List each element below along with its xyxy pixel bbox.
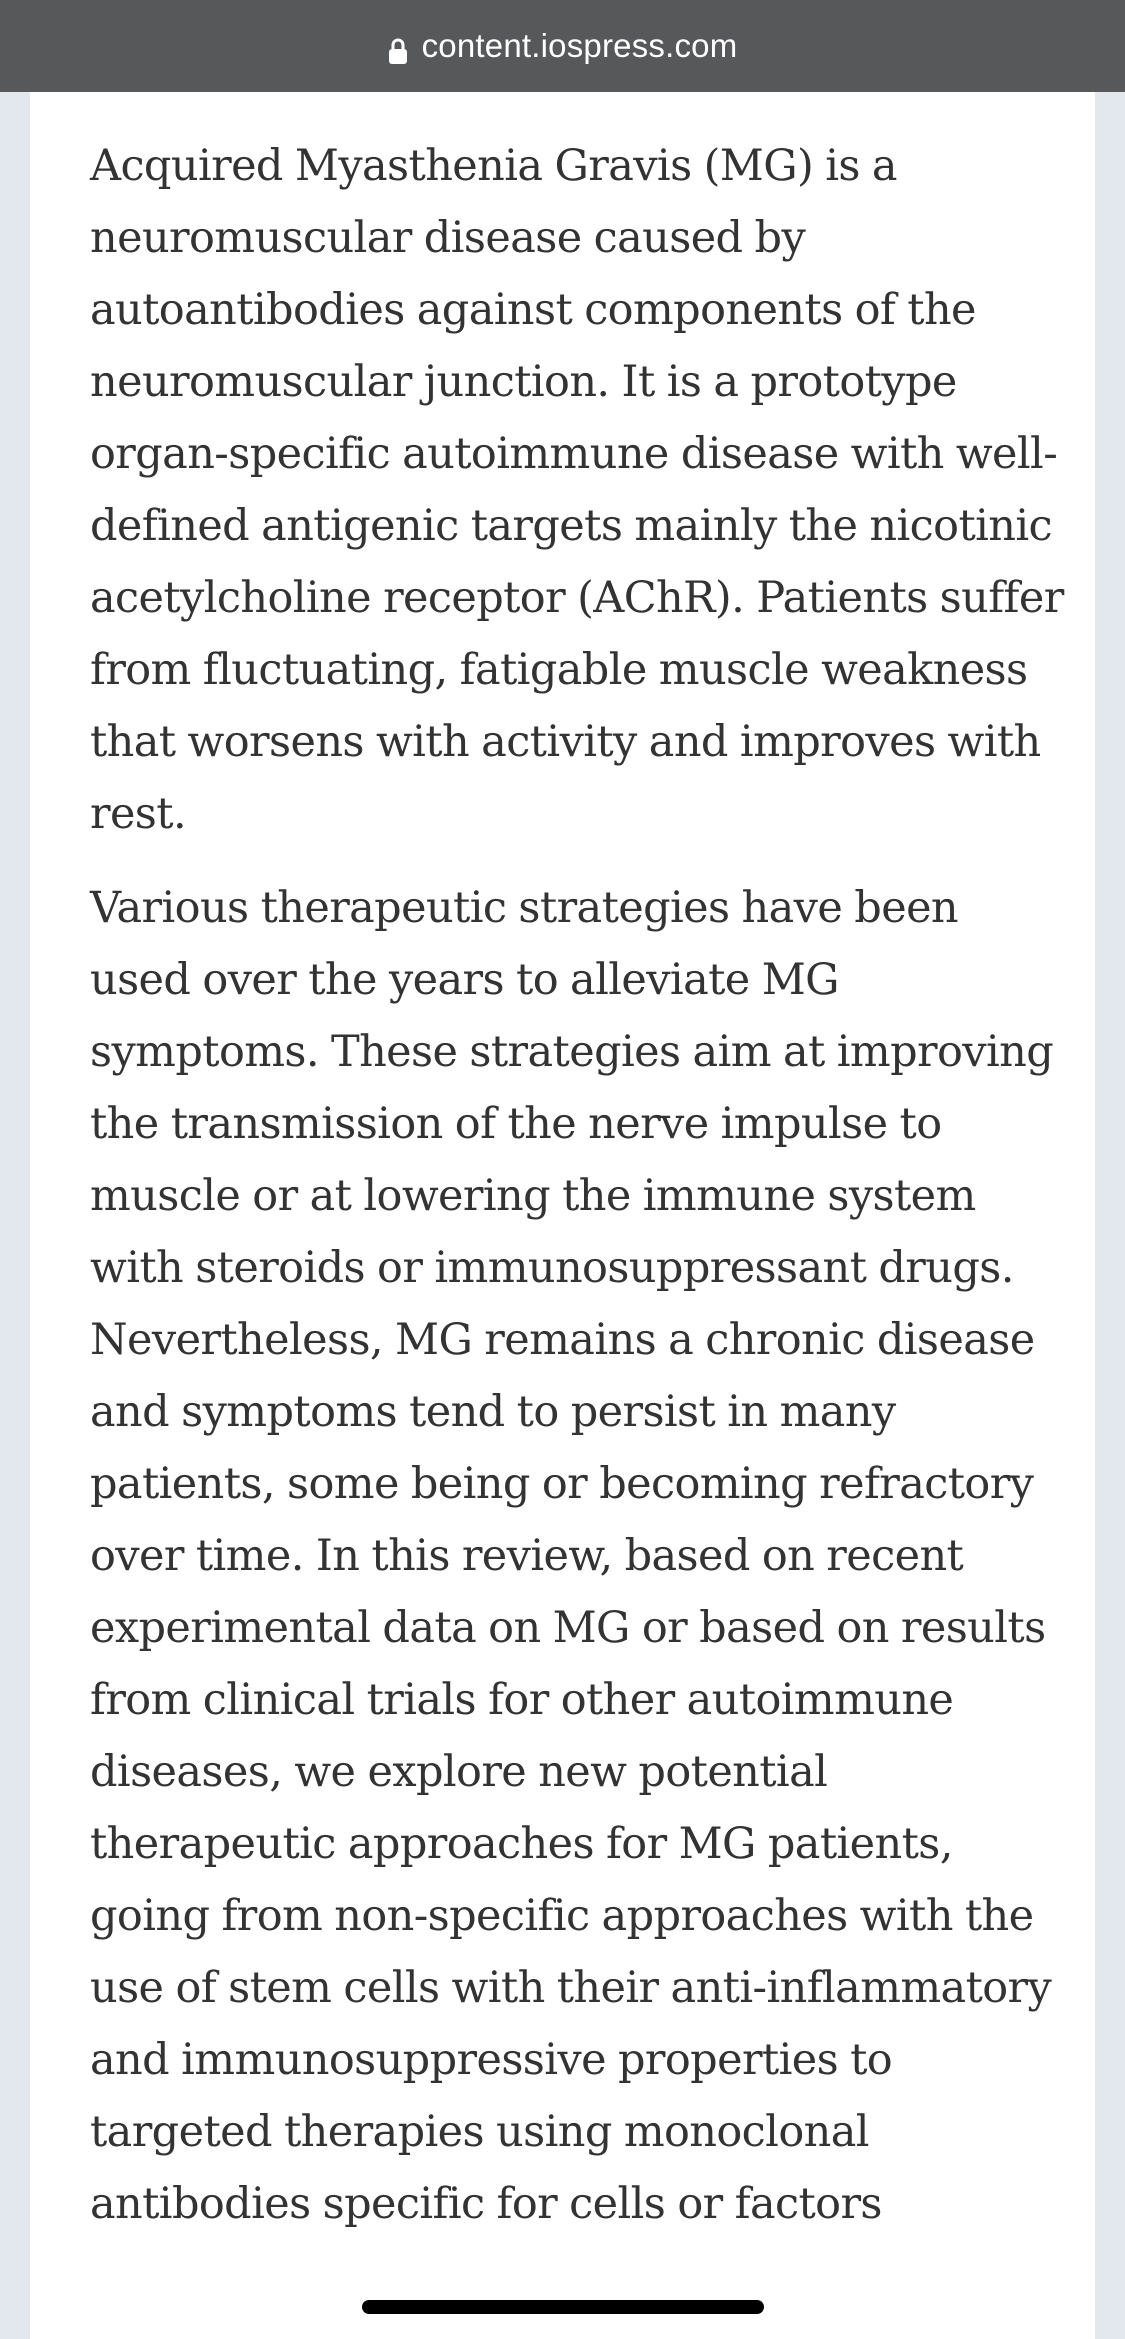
url-display[interactable] <box>388 27 738 65</box>
abstract-paragraph-1: Acquired Myasthenia Gravis (MG) is a neuromuscular disease caused by autoantibodies against components of the neuromuscular junction. It is a prototype organ-specific autoimmune disease with well-defined antigenic targets mainly the nicotinic acetylcholine receptor (AChR). Patients suffer from fluctuating, fatigable muscle weakness that worsens with activity and improves with rest. <box>90 141 1064 839</box>
article-abstract <box>90 130 1070 2240</box>
article-page[interactable] <box>30 92 1095 2339</box>
abstract-paragraph-2: Various therapeutic strategies have been used over the years to alleviate MG symptoms. These strategies aim at improving the transmission of the nerve impulse to muscle or at lowering the immune system with steroids or immunosuppressant drugs. Nevertheless, MG remains a chronic disease and symptoms tend to persist in many patients, some being or becoming refractory over time. In this review, based on recent experimental data on MG or based on results from clinical trials for other autoimmune diseases, we explore new potential therapeutic approaches for MG patients, going from non-specific approaches with the use of stem cells with their anti-inflammatory and immunosuppressive properties to targeted therapies using monoclonal antibodies specific for cells or factors <box>90 883 1054 2229</box>
lock-icon <box>388 34 408 60</box>
url-text: content.iospress.com <box>421 27 738 64</box>
home-indicator[interactable] <box>362 2300 764 2314</box>
address-bar[interactable] <box>0 0 1125 92</box>
